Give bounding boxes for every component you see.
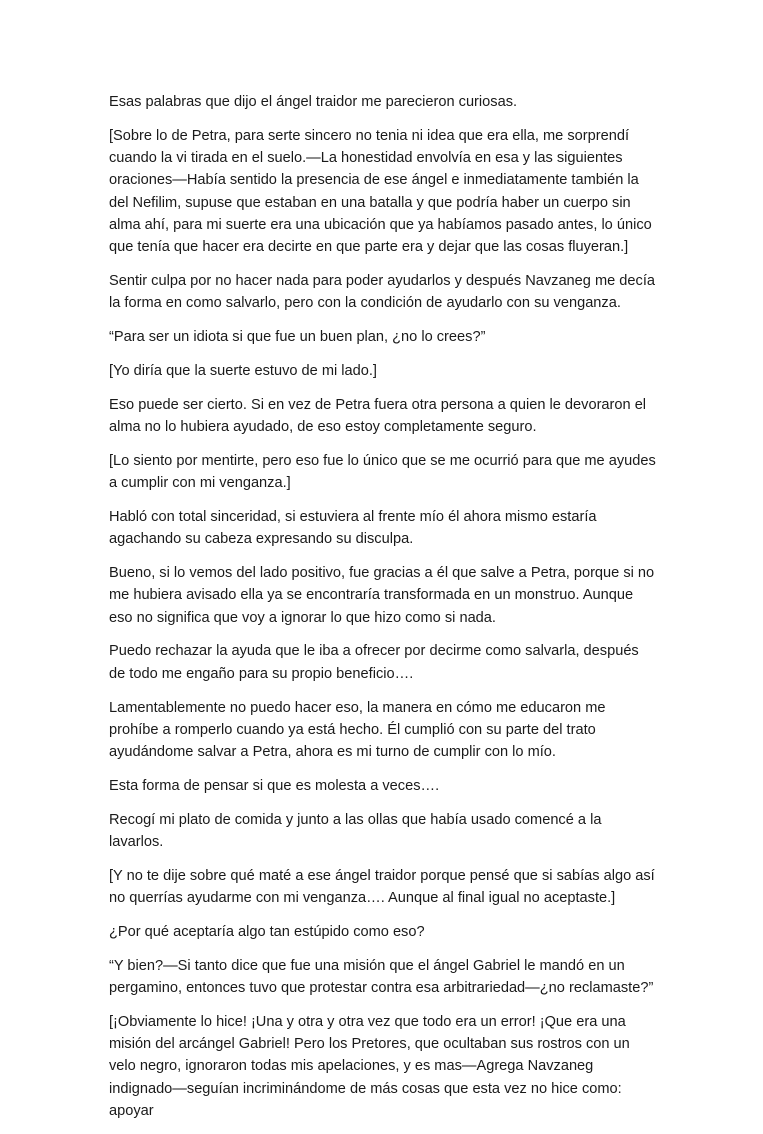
paragraph: “Para ser un idiota si que fue un buen plan, ¿no lo crees?” [109, 329, 486, 346]
paragraph: Sentir culpa por no hacer nada para poder ayudarlos y después Navzaneg me decía la forma en como salvarlo, pero con la condición de ayudarlo con su venganza. [109, 273, 655, 312]
paragraph: Eso puede ser cierto. Si en vez de Petra fuera otra persona a quien le devoraron el alma no lo hubiera ayudado, de eso estoy completamente seguro. [109, 396, 647, 436]
paragraph: Lamentablemente no puedo hacer eso, la manera en cómo me educaron me prohíbe a romperlo cuando ya está hecho. Él cumplió con su parte del trato ayudándome salvar a Petra, ahora es mi turno de cumplir con lo mío. [109, 699, 606, 761]
document-body [109, 91, 657, 1134]
paragraph: Bueno, si lo vemos del lado positivo, fue gracias a él que salve a Petra, porque si no me hubiera avisado ella ya se encontraría transformada en un monstruo. Aunque eso no significa que voy a ignorar lo que hizo como si nada. [109, 565, 655, 626]
paragraph: Puedo rechazar la ayuda que le iba a ofrecer por decirme como salvarla, después de todo me engaño para su propio beneficio…. [109, 643, 639, 682]
paragraph: [Yo diría que la suerte estuvo de mi lado.] [109, 362, 377, 379]
paragraph: [Sobre lo de Petra, para serte sincero no tenia ni idea que era ella, me sorprendí cuando la vi tirada en el suelo.—La honestidad envolvía en esa y las siguientes oraciones—Había sentido la presencia de ese ángel e inmediatamente también la del Nefilim, supuse que estaban en una batalla y que podría haber un cuerpo sin alma ahí, para mi suerte era una ubicación que ya habíamos pasado antes, lo único que tenía que hacer era decirte en que parte era y dejar que las cosas fluyeran.] [109, 127, 652, 256]
paragraph: Habló con total sinceridad, si estuviera al frente mío él ahora mismo estaría agachando su cabeza expresando su disculpa. [109, 508, 597, 548]
paragraph: [Lo siento por mentirte, pero eso fue lo único que se me ocurrió para que me ayudes a cumplir con mi venganza.] [109, 452, 656, 492]
paragraph: [¡Obviamente lo hice! ¡Una y otra y otra vez que todo era un error! ¡Que era una misión del arcángel Gabriel! Pero los Pretores, que ocultaban sus rostros con un velo negro, ignoraron todas mis apelaciones, y es mas—Agrega Navzaneg indignado—seguían incriminándome de más cosas que esta vez no hice como: apoyar [109, 1013, 630, 1119]
paragraph: Recogí mi plato de comida y junto a las ollas que había usado comencé a la lavarlos. [109, 811, 602, 851]
paragraph: Esas palabras que dijo el ángel traidor me parecieron curiosas. [109, 94, 518, 110]
paragraph: ¿Por qué aceptaría algo tan estúpido como eso? [109, 923, 425, 940]
paragraph: “Y bien?—Si tanto dice que fue una misión que el ángel Gabriel le mandó en un pergamino, entonces tuvo que protestar contra esa arbitrariedad—¿no reclamaste?” [109, 957, 654, 996]
paragraph: [Y no te dije sobre qué maté a ese ángel traidor porque pensé que si sabías algo así no querrías ayudarme con mi venganza…. Aunque al final igual no aceptaste.] [109, 867, 655, 907]
paragraph: Esta forma de pensar si que es molesta a veces…. [109, 777, 440, 794]
